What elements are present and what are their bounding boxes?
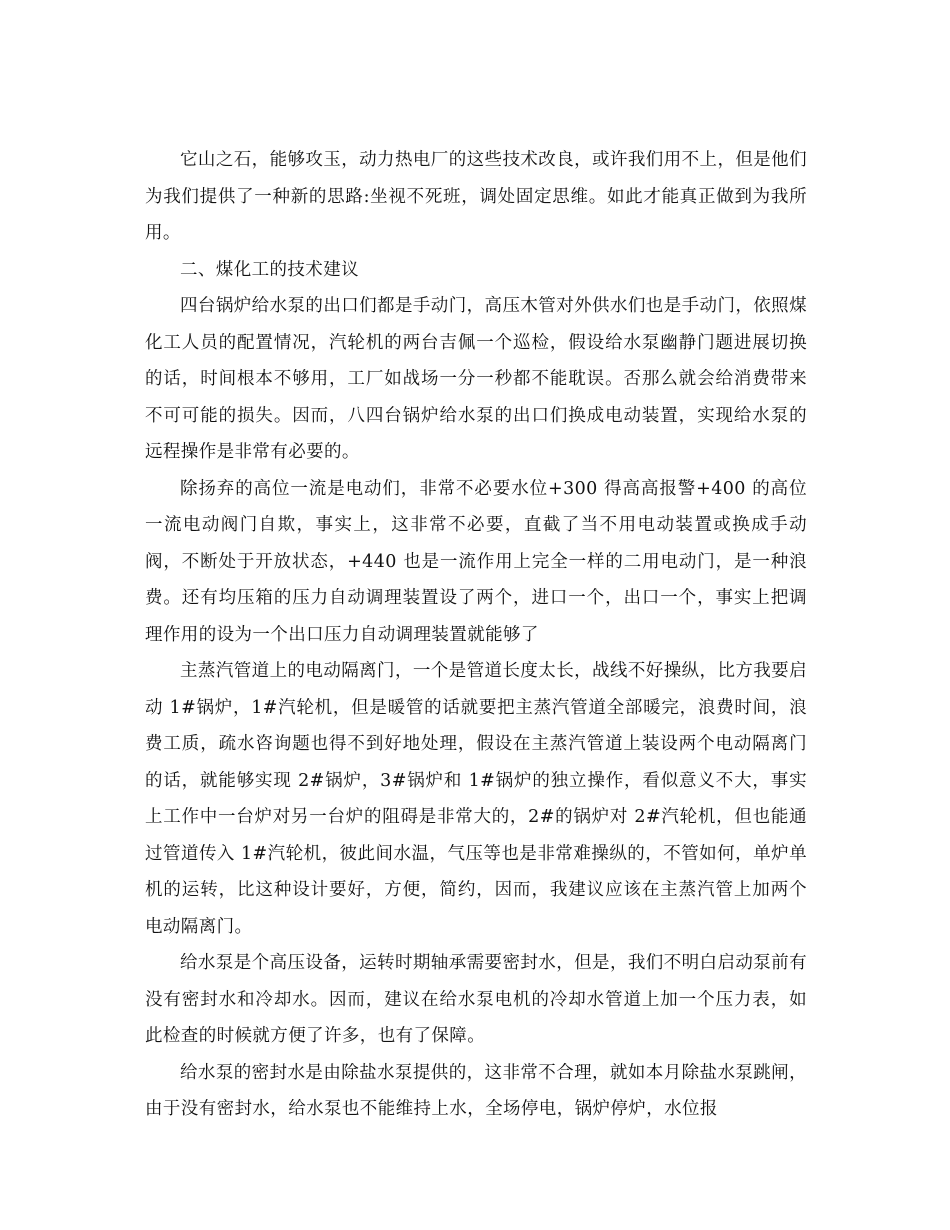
paragraph-seal-water-supply: 给水泵的密封水是由除盐水泵提供的，这非常不合理，就如本月除盐水泵跳闸，由于没有密封水，给水泵也不能维持上水，全场停电，锅炉停炉，水位报 [145,1062,807,1119]
paragraph-intro: 它山之石，能够攻玉，动力热电厂的这些技术改良，或许我们用不上，但是他们为我们提供了一种新的思路:坐视不死班，调处固定思维。如此才能真正做到为我所用。 [145,150,807,243]
paragraph-feedpump-outlet: 四台锅炉给水泵的出口们都是手动门，高压木管对外供水们也是手动门，依照煤化工人员的配置情况，汽轮机的两台吉佩一个巡检，假设给水泵幽静门题进展切换的话，时间根本不够用，工厂如战场一分一秒都不能耽误。否那么就会给消费带来不可可能的损失。因而，八四台锅炉给水泵的出口们换成电动装置，实现给水泵的远程操作是非常有必要的。 [145,296,807,462]
paragraph-main-steam-isolation: 主蒸汽管道上的电动隔离门，一个是管道长度太长，战线不好操纵，比方我要启动 1#锅炉，1#汽轮机，但是暖管的话就要把主蒸汽管道全部暖完，浪费时间，浪费工质，疏水咨询题也得不到好地处理，假设在主蒸汽管道上装设两个电动隔离门的话，就能够实现 2#锅炉，3#锅炉和 1#锅炉的独立操作，看似意义不大，事实上工作中一台炉对另一台炉的阻碍是非常大的，2#的锅炉对 2#汽轮机，但也能通过管道传入 1#汽轮机，彼此间水温，气压等也是非常难操纵的，不管如何，单炉单机的运转，比这种设计要好，方便，简约，因而，我建议应该在主蒸汽管上加两个电动隔离门。 [145,661,807,937]
paragraph-high-level-valve: 除扬弃的高位一流是电动们，非常不必要水位+300 得高高报警+400 的高位一流电动阀门自欺，事实上，这非常不必要，直截了当不用电动装置或换成手动阀，不断处于开放状态，+440 也是一流作用上完全一样的二用电动门，是一种浪费。还有均压箱的压力自动调理装置设了两个，进口一个，出口一个，事实上把调理作用的设为一个出口压力自动调理装置就能够了 [145,478,807,645]
paragraph-seal-water-gauge: 给水泵是个高压设备，运转时期轴承需要密封水，但是，我们不明白启动泵前有没有密封水和冷却水。因而，建议在给水泵电机的冷却水管道上加一个压力表，如此检查的时候就方便了许多，也有了保障。 [145,953,807,1046]
section-heading: 二、煤化工的技术建议 [180,259,359,280]
document-body [145,142,807,1128]
